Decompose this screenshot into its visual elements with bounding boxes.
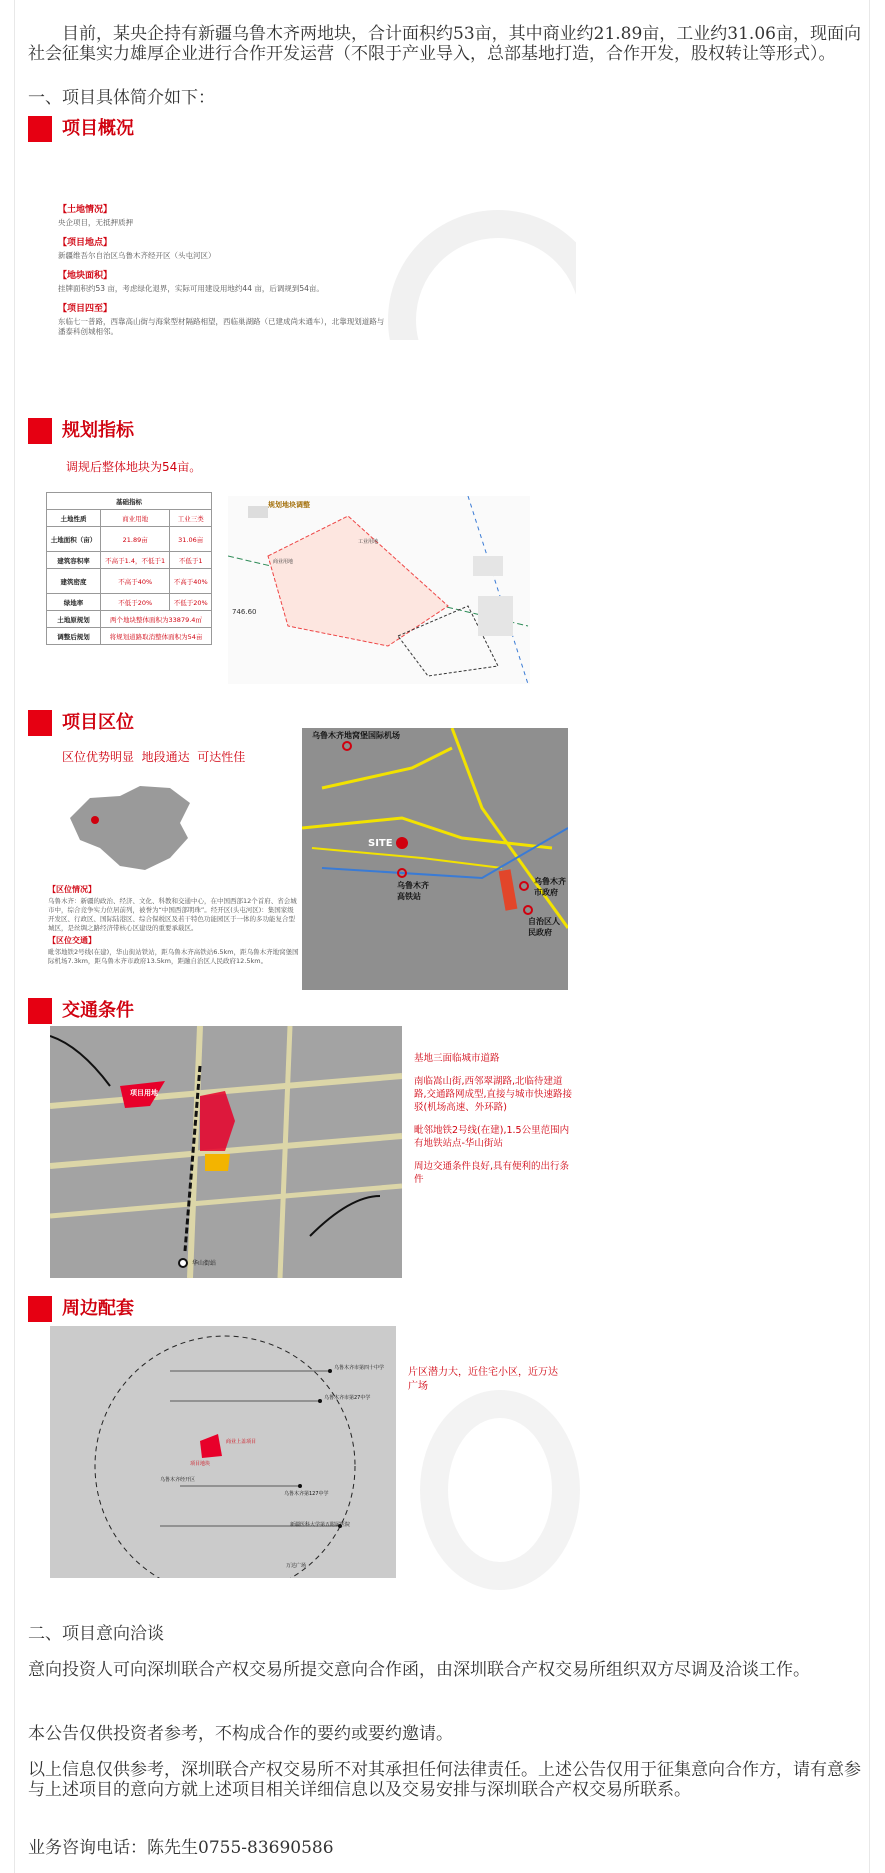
table-row: 调整后规划 将规划道路取消整体面积为54亩 <box>47 628 212 645</box>
section-marker-icon <box>28 1296 52 1322</box>
section2-text: 意向投资人可向深圳联合产权交易所提交意向合作函，由深圳联合产权交易所组织双方尽调及洽谈工作。 <box>28 1660 810 1680</box>
traffic-map <box>50 1026 402 1278</box>
planning-map-title: 规划地块调整 <box>268 501 310 509</box>
surround-label: 乌鲁木齐市第27中学 <box>324 1395 371 1401</box>
planning-table <box>46 492 212 645</box>
traffic-notes <box>414 1052 574 1186</box>
table-row: 绿地率 不低于20% 不低于20% <box>47 594 212 611</box>
traffic-note: 毗邻地铁2号线(在建),1.5公里范围内有地铁站点-华山街站 <box>414 1125 570 1149</box>
overview-text: 挂牌面积约53 亩，考虑绿化退界，实际可用建设用地约44 亩，后调规到54亩。 <box>58 284 324 293</box>
map-label-site: SITE <box>368 838 393 849</box>
traffic-station-label: 华山街站 <box>192 1260 217 1267</box>
location-info-text: 乌鲁木齐：新疆的政治、经济、文化、科教和交通中心，在中国西部12个首府、省会城市中，综合竞争实力位居前列，被誉为“中国西部明珠”。经开区(头屯河区)：集国家级开发区、行政区、国际陆港区、综合保税区及若干特色功能园区于一体的多功能复合型城区，是丝绸之路经济带核心区建设的重要承载区。 <box>48 897 297 932</box>
location-map <box>302 728 568 990</box>
location-info-label: 【区位情况】 <box>48 885 96 894</box>
table-row: 土地面积（亩） 21.89亩 31.06亩 <box>47 527 212 552</box>
section-surroundings-title: 周边配套 <box>62 1298 134 1319</box>
overview-panel <box>28 150 576 340</box>
surroundings-map <box>50 1326 396 1578</box>
surround-label: 商业上盖项目 <box>226 1439 257 1445</box>
disclaimer-2: 以上信息仅供参考，深圳联合产权交易所不对其承担任何法律责任。上述公告仅用于征集意向合作方，请有意参与上述项目的意向方就上述项目相关详细信息以及交易安排与深圳联合产权交易所联系。 <box>28 1760 861 1800</box>
section-location-title: 项目区位 <box>62 712 134 733</box>
location-slogan: 区位优势明显 地段通达 可达性佳 <box>62 750 246 764</box>
section-planning-title: 规划指标 <box>62 420 134 441</box>
map-label-gov: 乌鲁木齐 市政府 <box>534 877 566 897</box>
overview-text: 新疆维吾尔自治区乌鲁木齐经开区（头屯河区） <box>58 251 216 260</box>
overview-text: 央企项目，无抵押质押 <box>58 218 133 227</box>
table-row: 建筑容积率 不高于1.4，不低于1 不低于1 <box>47 552 212 569</box>
china-map-drawing <box>60 778 200 878</box>
table-row: 建筑密度 不高于40% 不高于40% <box>47 569 212 594</box>
surround-label: 项目地块 <box>190 1461 211 1467</box>
overview-label: 【项目地点】 <box>58 238 113 248</box>
planning-map-label: 工业用地 <box>358 539 379 545</box>
traffic-map-drawing <box>50 1026 402 1278</box>
map-label-airport: 乌鲁木齐地窝堡国际机场 <box>312 731 400 740</box>
section-overview-title: 项目概况 <box>62 118 134 139</box>
location-map-drawing <box>302 728 568 990</box>
map-label-rail: 乌鲁木齐 高铁站 <box>397 881 429 901</box>
surround-note: 片区潜力大，近住宅小区，近万达广场 <box>408 1367 558 1392</box>
overview-label: 【地块面积】 <box>58 271 113 281</box>
section-traffic-title: 交通条件 <box>62 1000 134 1021</box>
surround-label: 万达广场 <box>286 1563 307 1569</box>
planning-map-drawing <box>228 496 530 684</box>
traffic-note: 周边交通条件良好,具有便利的出行条件 <box>414 1161 570 1185</box>
section2-title: 二、项目意向洽谈 <box>28 1624 164 1644</box>
traffic-project-label: 项目用地 <box>130 1089 158 1097</box>
section-marker-icon <box>28 998 52 1024</box>
table-title: 基础指标 <box>47 493 212 510</box>
table-row: 土地原规划 两个地块整体面积为33879.4㎡ <box>47 611 212 628</box>
surround-label: 新疆医科大学第五附属医院 <box>290 1522 351 1528</box>
contact-line: 业务咨询电话：陈先生0755-83690586 <box>28 1838 334 1858</box>
section-marker-icon <box>28 418 52 444</box>
table-row: 土地性质 商业用地 工业三类 <box>47 510 212 527</box>
planning-map-label: 商业用地 <box>273 559 294 565</box>
disclaimer-1: 本公告仅供投资者参考，不构成合作的要约或要约邀请。 <box>28 1724 453 1744</box>
traffic-note: 南临嵩山街,西邻翠湖路,北临待建道路,交通路网成型,直接与城市快速路接驳(机场高速、外环路) <box>414 1076 573 1113</box>
planning-map <box>228 496 530 684</box>
china-map <box>60 778 200 878</box>
section1-title: 一、项目具体简介如下： <box>28 88 215 108</box>
section-marker-icon <box>28 710 52 736</box>
location-traffic-label: 【区位交通】 <box>48 936 96 945</box>
overview-text: 东临七一普路，西靠高山街与海棠型材隔路相望，西临巢湖路（已建成尚未通车），北靠现划道路与潘泰科创城相邻。 <box>58 317 385 336</box>
surround-label: 乌鲁木齐经开区 <box>160 1477 196 1483</box>
traffic-note: 基地三面临城市道路 <box>414 1053 500 1064</box>
planning-note: 调规后整体地块为54亩。 <box>66 460 202 474</box>
decorative-arc <box>420 1390 580 1590</box>
location-traffic-text: 毗邻地铁2号线(在建)，华山街站铁站，距乌鲁木齐高铁站6.5km，距乌鲁木齐地窝堡国际机场7.3km，距乌鲁木齐市政府13.5km，距融自治区人民政府12.5km。 <box>48 948 299 965</box>
overview-label: 【土地情况】 <box>58 205 113 215</box>
section-marker-icon <box>28 116 52 142</box>
surround-label: 乌鲁木齐市第四十中学 <box>334 1365 385 1371</box>
map-label-region-gov: 自治区人 民政府 <box>528 917 560 937</box>
overview-label: 【项目四至】 <box>58 304 113 314</box>
surround-label: 乌鲁木齐第127中学 <box>284 1491 329 1497</box>
intro-paragraph: 目前，某央企持有新疆乌鲁木齐两地块，合计面积约53亩，其中商业约21.89亩，工业约31.06亩，现面向社会征集实力雄厚企业进行合作开发运营（不限于产业导入，总部基地打造，合作开发，股权转让等形式）。 <box>28 24 861 64</box>
planning-map-scale: 746.60 <box>232 608 257 616</box>
location-info <box>48 884 300 990</box>
planning-table-wrap <box>46 492 212 645</box>
